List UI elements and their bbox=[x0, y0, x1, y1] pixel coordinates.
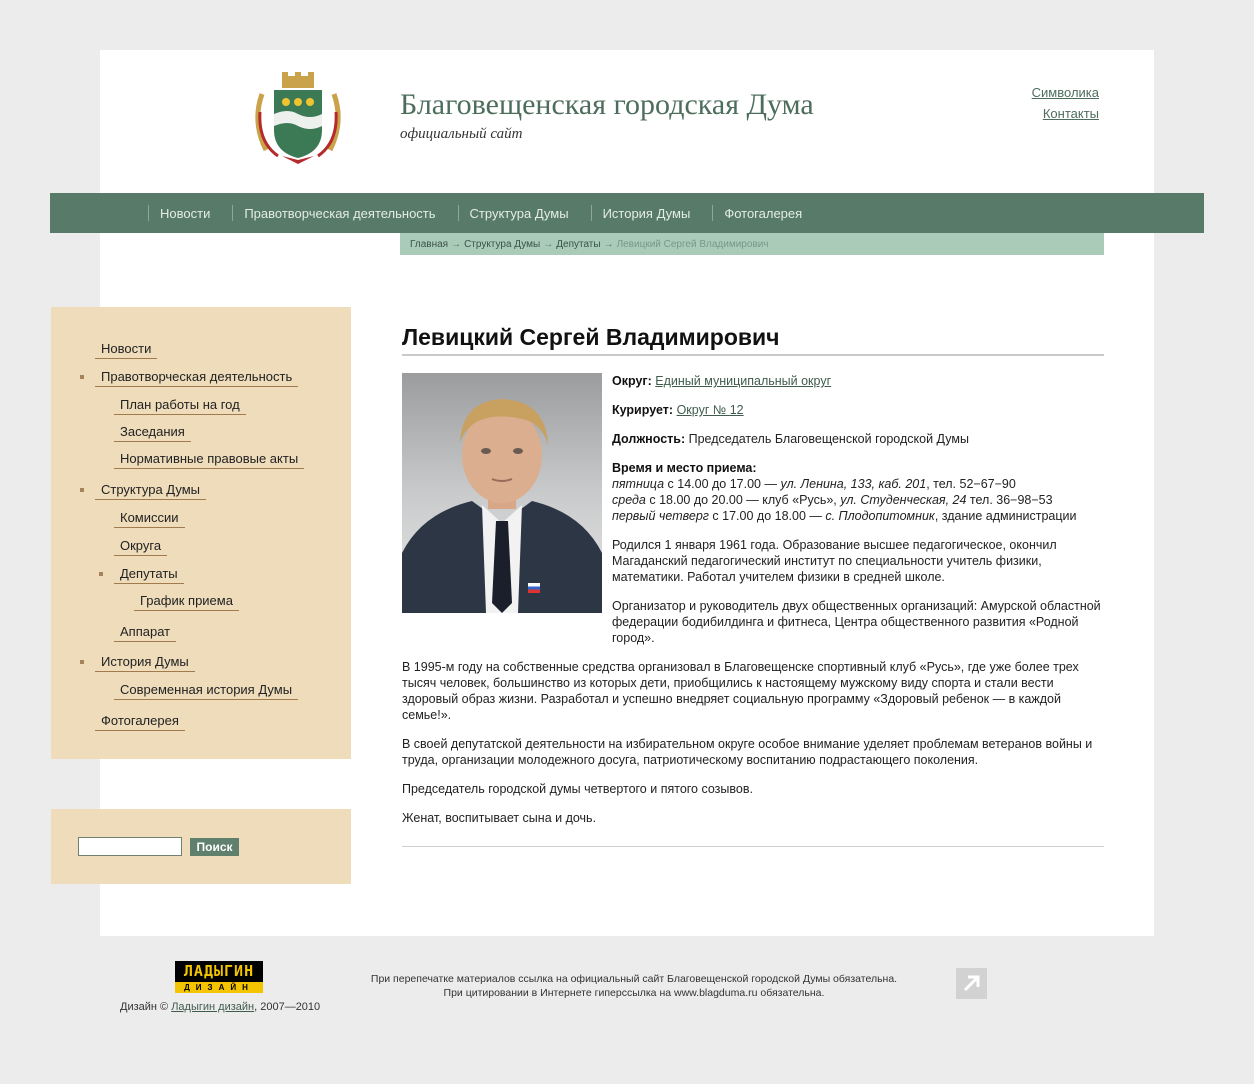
sidebar-menu bbox=[51, 307, 351, 759]
reception-day: первый четверг bbox=[612, 509, 709, 523]
breadcrumb-separator: → bbox=[603, 239, 614, 250]
kuriruet-label: Курирует: bbox=[612, 403, 674, 417]
search-box bbox=[51, 809, 351, 884]
sidebar-item-districts bbox=[51, 534, 351, 562]
reception-extra: , здание администрации bbox=[934, 509, 1077, 523]
sidebar-link[interactable]: Новости bbox=[95, 341, 157, 359]
sidebar-link[interactable]: Современная история Думы bbox=[114, 682, 298, 700]
sidebar-link[interactable]: График приема bbox=[134, 593, 239, 611]
copyright-line-1: При перепечатке материалов ссылка на официальный сайт Благовещенской городской Думы обязательна. bbox=[370, 973, 898, 985]
nav-item-lawmaking bbox=[232, 205, 457, 221]
main-content bbox=[402, 322, 1104, 847]
reception-place: ул. Ленина, 133, каб. 201 bbox=[780, 477, 927, 491]
position-row bbox=[612, 431, 1104, 447]
design-prefix: Дизайн © bbox=[120, 1001, 172, 1013]
site-subtitle: официальный сайт bbox=[400, 126, 523, 142]
sidebar-link[interactable]: Депутаты bbox=[114, 566, 184, 584]
breadcrumb-separator: → bbox=[451, 239, 462, 250]
sidebar-item-apparatus bbox=[51, 620, 351, 650]
bullet-icon bbox=[80, 660, 84, 664]
breadcrumb-home[interactable]: Главная bbox=[410, 239, 449, 250]
site-title: Благовещенская городская Дума bbox=[400, 88, 814, 121]
bullet-icon bbox=[80, 375, 84, 379]
main-nav bbox=[50, 193, 1204, 233]
reception-label: Время и место приема: bbox=[612, 461, 757, 475]
sidebar-item-news bbox=[51, 337, 351, 365]
sidebar-link[interactable]: Правотворческая деятельность bbox=[95, 369, 298, 387]
nav-link-history[interactable]: История Думы bbox=[602, 205, 691, 221]
sidebar-item-work-plan bbox=[51, 393, 351, 420]
sidebar-item-modern-history bbox=[51, 678, 351, 709]
reception-day: среда bbox=[612, 493, 646, 507]
sidebar-item-reception-schedule bbox=[51, 589, 351, 620]
kuriruet-row bbox=[612, 402, 1104, 418]
deputy-info bbox=[612, 373, 1104, 524]
reception-block bbox=[612, 460, 1104, 524]
reception-place: с. Плодопитомник bbox=[825, 509, 935, 523]
sidebar-link[interactable]: Структура Думы bbox=[95, 482, 206, 500]
search-button[interactable]: Поиск bbox=[190, 838, 239, 856]
sidebar-item-structure bbox=[51, 478, 351, 506]
sidebar-link[interactable]: Аппарат bbox=[114, 624, 176, 642]
sidebar-item-history bbox=[51, 650, 351, 678]
nav-link-structure[interactable]: Структура Думы bbox=[469, 205, 569, 221]
position-value: Председатель Благовещенской городской Думы bbox=[688, 432, 969, 446]
sidebar-item-commissions bbox=[51, 506, 351, 534]
content-divider bbox=[402, 846, 1104, 847]
kuriruet-link[interactable]: Округ № 12 bbox=[676, 403, 744, 417]
sidebar-item-gallery bbox=[51, 709, 351, 736]
bullet-icon bbox=[80, 488, 84, 492]
sidebar-link[interactable]: История Думы bbox=[95, 654, 195, 672]
breadcrumb-deputies[interactable]: Депутаты bbox=[556, 239, 601, 250]
design-suffix: , 2007—2010 bbox=[254, 1001, 321, 1013]
sidebar-link[interactable]: Фотогалерея bbox=[95, 713, 185, 731]
search-input[interactable] bbox=[78, 837, 182, 856]
sidebar-link[interactable]: Комиссии bbox=[114, 510, 185, 528]
reception-time: с 14.00 до 17.00 — bbox=[664, 477, 781, 491]
bio-paragraph: Женат, воспитывает сына и дочь. bbox=[402, 811, 597, 825]
breadcrumb bbox=[400, 233, 1104, 255]
header-links bbox=[1032, 82, 1099, 124]
ladygin-design-logo[interactable] bbox=[175, 961, 263, 993]
sidebar-item-legal-acts bbox=[51, 447, 351, 478]
okrug-row bbox=[612, 373, 1104, 389]
nav-link-gallery[interactable]: Фотогалерея bbox=[724, 205, 803, 221]
nav-link-lawmaking[interactable]: Правотворческая деятельность bbox=[244, 205, 436, 221]
bio-paragraph: В своей депутатской деятельности на избирательном округе особое внимание уделяет проблемам ветеранов войны и труда, организации молодежного досуга, патриотическому воспитанию подрастающего поколения. bbox=[402, 737, 1093, 767]
arrow-up-right-icon bbox=[956, 968, 987, 999]
copyright-line-2: При цитировании в Интернете гиперссылка на www.blagduma.ru обязательна. bbox=[443, 987, 825, 999]
breadcrumb-current: Левицкий Сергей Владимирович bbox=[616, 239, 769, 250]
sidebar-item-deputies bbox=[51, 562, 351, 589]
page-title: Левицкий Сергей Владимирович bbox=[402, 322, 1104, 356]
coat-of-arms-logo[interactable] bbox=[248, 72, 348, 168]
sidebar-link[interactable]: Заседания bbox=[114, 424, 191, 442]
sidebar-item-sessions bbox=[51, 420, 351, 447]
deputy-photo bbox=[402, 373, 602, 613]
logo-text-bottom: ДИЗАЙН bbox=[175, 982, 263, 993]
logo-text-top: ЛАДЫГИН bbox=[183, 962, 255, 980]
breadcrumb-structure[interactable]: Структура Думы bbox=[464, 239, 541, 250]
sidebar-link[interactable]: Округа bbox=[114, 538, 167, 556]
sidebar-item-lawmaking bbox=[51, 365, 351, 393]
breadcrumb-separator: → bbox=[543, 239, 554, 250]
copyright-note bbox=[340, 972, 928, 1000]
bio-paragraph: Председатель городской думы четвертого и пятого созывов. bbox=[402, 782, 753, 796]
reception-extra: тел. 36−98−53 bbox=[966, 493, 1053, 507]
scroll-top-button[interactable] bbox=[956, 968, 987, 999]
reception-day: пятница bbox=[612, 477, 665, 491]
sidebar-link[interactable]: Нормативные правовые акты bbox=[114, 451, 304, 469]
reception-extra: , тел. 52−67−90 bbox=[926, 477, 1016, 491]
nav-item-gallery bbox=[712, 205, 824, 221]
contacts-link[interactable]: Контакты bbox=[1042, 106, 1099, 121]
reception-place: ул. Студенческая, 24 bbox=[840, 493, 967, 507]
nav-link-news[interactable]: Новости bbox=[160, 205, 211, 221]
bio-paragraph: Организатор и руководитель двух общественных организаций: Амурской областной федерации бодибилдинга и фитнеса, Центра общественного развития «Родной город». bbox=[612, 599, 1101, 645]
sidebar-link[interactable]: План работы на год bbox=[114, 397, 246, 415]
bio-paragraph: Родился 1 января 1961 года. Образование высшее педагогическое, окончил Магаданский педагогический институт по специальности учитель физики, математики. Работал учителем физики в средней школе. bbox=[612, 538, 1057, 584]
reception-time: с 17.00 до 18.00 — bbox=[708, 509, 826, 523]
nav-item-structure bbox=[458, 205, 591, 221]
design-link[interactable]: Ладыгин дизайн bbox=[171, 1001, 255, 1013]
design-credit bbox=[120, 1001, 320, 1013]
nav-item-news bbox=[148, 205, 232, 221]
bullet-icon bbox=[99, 572, 103, 576]
symbols-link[interactable]: Символика bbox=[1031, 85, 1099, 100]
okrug-link[interactable]: Единый муниципальный округ bbox=[655, 374, 832, 388]
reception-time: с 18.00 до 20.00 — клуб «Русь», bbox=[645, 493, 841, 507]
position-label: Должность: bbox=[612, 432, 686, 446]
nav-item-history bbox=[591, 205, 713, 221]
okrug-label: Округ: bbox=[612, 374, 652, 388]
bio-paragraph: В 1995-м году на собственные средства организовал в Благовещенске спортивный клуб «Русь», где уже более трех тысяч человек, большинство из которых дети, приобщились к настоящему мужскому виду спорта и стали вести здоровый образ жизни. Разработал и успешно внедряет социальную программу «Здоровый ребенок — в каждой семье!». bbox=[402, 660, 1079, 722]
